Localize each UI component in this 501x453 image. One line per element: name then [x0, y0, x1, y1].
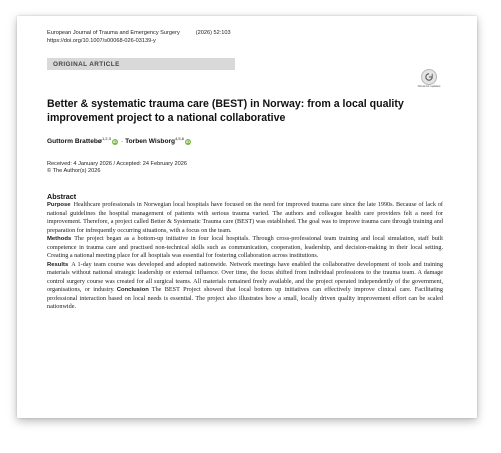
copyright-notice: © The Author(s) 2026	[47, 168, 101, 174]
check-for-updates-icon	[421, 69, 437, 85]
author-list	[47, 136, 192, 145]
author-affiliation: 4,5,6	[175, 136, 184, 141]
purpose-text: Healthcare professionals in Norwegian local hospitals have focused on the need for improved trauma care since the late 1990s. Because of lack of national guidelines the hospital management of patients with serious trauma varied. The authors and colleague health care providers felt a need for improvement. Therefore, a project called Better & Systematic Trauma care (BEST) was established. The goal was to improve trauma care through training and preparation for infrequently occurring situations, with a focus on the team.	[47, 201, 443, 234]
doi-link[interactable]: https://doi.org/10.1007/s00068-026-03139-y	[47, 38, 156, 44]
abstract-methods	[47, 235, 443, 261]
article-type-banner	[47, 58, 235, 70]
article-type-label: ORIGINAL ARTICLE	[53, 60, 120, 68]
results-text: A 1-day team course was developed and adopted nationwide. Network meetings have enabled the collaborative development of tools and training materials without national strategic leadership or external influence. Over time, the focus shifted from individual professions to the trauma team. A damage control surgery course was created for all surgical teams. All materials remained freely available, and the project operated independently of the government, organisations, or industry.	[47, 260, 443, 293]
check-for-updates-label: Check for updates	[417, 84, 441, 88]
received-accepted-dates: Received: 4 January 2026 / Accepted: 24 February 2026	[47, 161, 187, 167]
check-for-updates-badge[interactable]	[417, 69, 441, 91]
results-label: Results	[47, 261, 69, 268]
orcid-icon[interactable]: iD	[112, 139, 117, 145]
methods-text: The project began as a bottom-up initiative in four local hospitals. Through cross-professional team training and local simulation, staff built competence in trauma care and practised non-technical skills such as communication, cooperation, leadership, and decision-making in their local setting. Creating a national meeting place for all hospitals was essential for fostering collaboration across institutions.	[47, 235, 443, 259]
journal-name: European Journal of Trauma and Emergency Surgery	[47, 30, 180, 36]
author-name[interactable]: Torben Wisborg	[125, 138, 176, 146]
author-separator: ·	[120, 138, 124, 146]
article-page	[17, 16, 477, 418]
author-name[interactable]: Guttorm Brattebø	[47, 138, 102, 146]
orcid-icon[interactable]: iD	[185, 139, 190, 145]
methods-label: Methods	[47, 236, 72, 242]
article-title: Better & systematic trauma care (BEST) in Norway: from a local quality improvement project to a national collaborative	[47, 98, 404, 124]
abstract-purpose	[47, 201, 443, 235]
journal-header	[47, 30, 231, 36]
conclusion-text: The BEST Project showed that local bottom up initiatives can effectively improve clinical care. Facilitating professional interaction based on local needs is essential. The project also illustrates how a small, locally driven quality improvement effort can be scaled nationwide.	[47, 286, 443, 310]
purpose-label: Purpose	[47, 202, 71, 208]
author-affiliation: 1,2,3	[101, 136, 111, 141]
journal-citation: (2026) 52:103	[195, 30, 231, 36]
abstract-results	[47, 261, 443, 312]
abstract-heading: Abstract	[47, 192, 77, 201]
conclusion-label: Conclusion	[116, 287, 149, 293]
abstract-body	[47, 201, 443, 312]
